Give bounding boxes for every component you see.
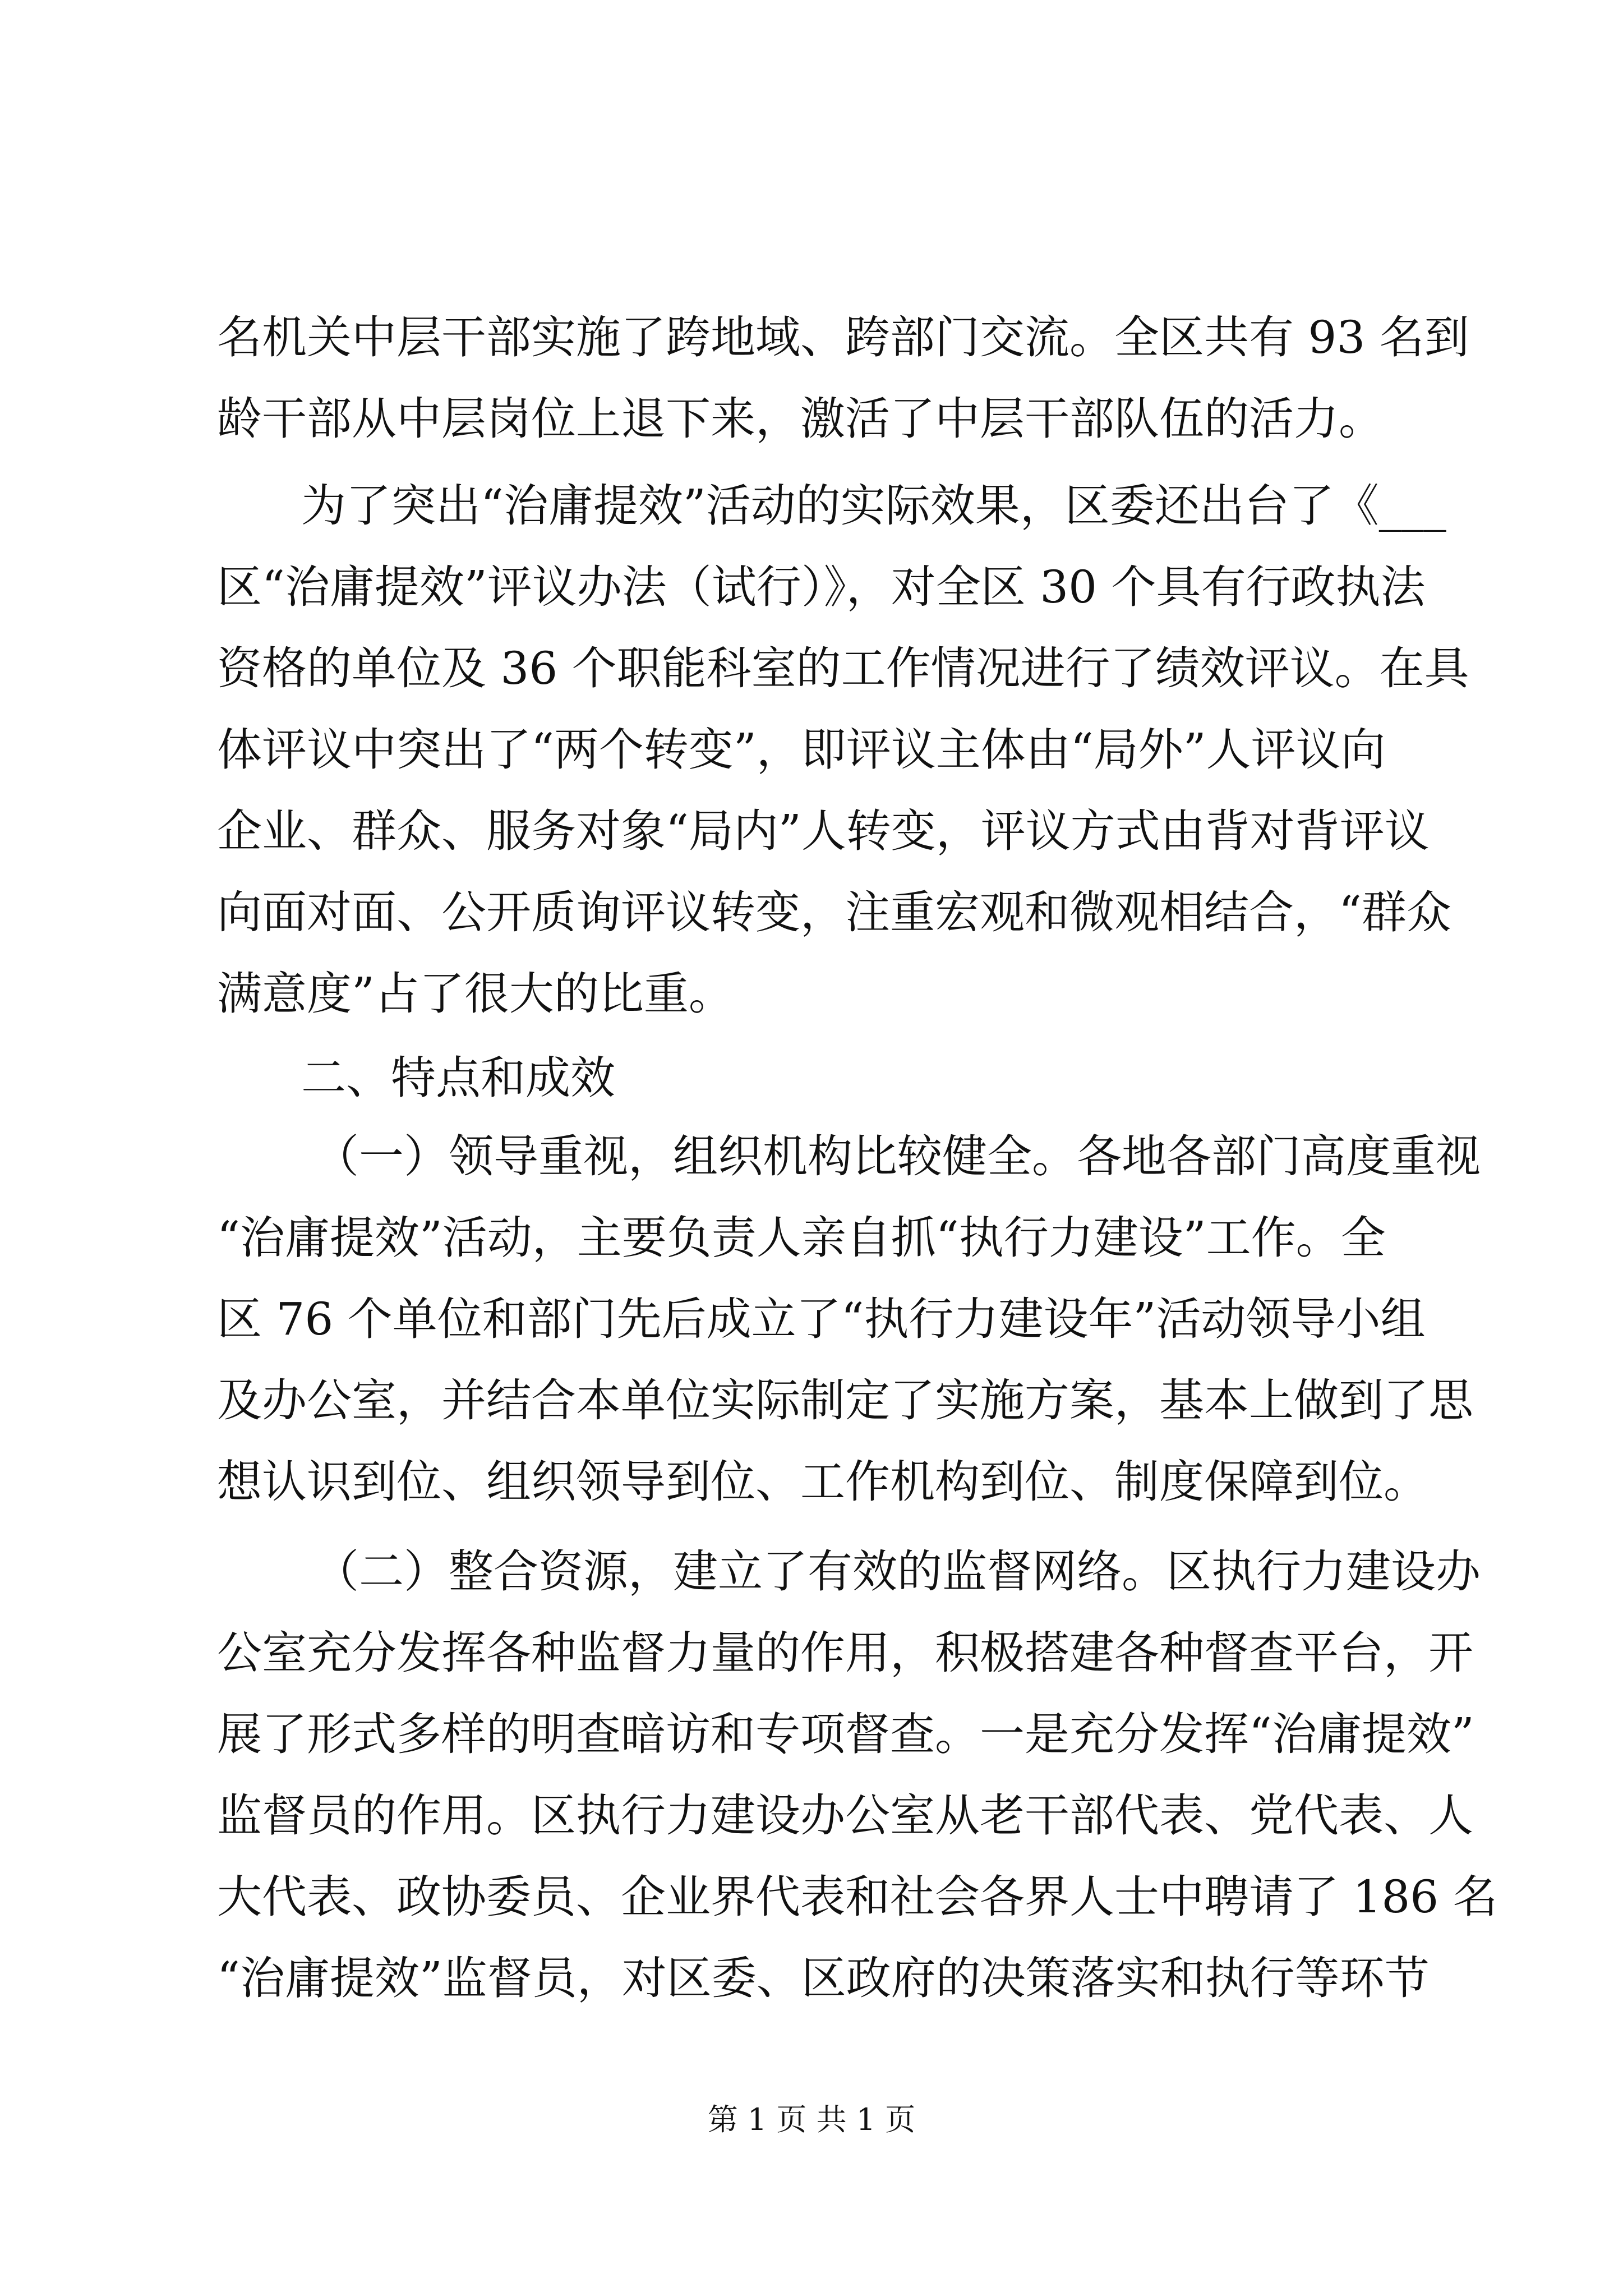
- body-line: 名机关中层干部实施了跨地域、跨部门交流。全区共有 93 名到: [217, 311, 1469, 364]
- body-line: 资格的单位及 36 个职能科室的工作情况进行了绩效评议。在具: [217, 642, 1469, 694]
- body-line: 大代表、政协委员、企业界代表和社会各界人士中聘请了 186 名: [217, 1871, 1498, 1923]
- paragraph-first-line: 为了突出“治庸提效”活动的实际效果，区委还出台了《___: [301, 480, 1446, 532]
- body-line: 满意度”占了很大的比重。: [217, 968, 734, 1020]
- section-heading: 二、特点和成效: [301, 1052, 615, 1104]
- body-line: 企业、群众、服务对象“局内”人转变，评议方式由背对背评议: [217, 805, 1430, 857]
- page-footer: 第 1 页 共 1 页: [707, 2102, 916, 2137]
- body-line: “治庸提效”监督员，对区委、区政府的决策落实和执行等环节: [217, 1952, 1430, 2004]
- paragraph-first-line: （一）领导重视，组织机构比较健全。各地各部门高度重视: [314, 1130, 1481, 1182]
- body-line: 区“治庸提效”评议办法（试行）》，对全区 30 个具有行政执法: [217, 561, 1426, 613]
- body-line: 体评议中突出了“两个转变”，即评议主体由“局外”人评议向: [217, 724, 1386, 776]
- body-line: 展了形式多样的明查暗访和专项督查。一是充分发挥“治庸提效”: [217, 1708, 1474, 1760]
- body-line: 龄干部从中层岗位上退下来，激活了中层干部队伍的活力。: [217, 393, 1384, 445]
- body-line: 公室充分发挥各种监督力量的作用，积极搭建各种督查平台，开: [217, 1627, 1473, 1679]
- paragraph-first-line: （二）整合资源，建立了有效的监督网络。区执行力建设办: [314, 1545, 1481, 1598]
- body-line: 监督员的作用。区执行力建设办公室从老干部代表、党代表、人: [217, 1789, 1473, 1842]
- body-line: 向面对面、公开质询评议转变，注重宏观和微观相结合，“群众: [217, 886, 1451, 938]
- body-line: 及办公室，并结合本单位实际制定了实施方案，基本上做到了思: [217, 1374, 1473, 1427]
- body-line: 区 76 个单位和部门先后成立了“执行力建设年”活动领导小组: [217, 1293, 1426, 1345]
- body-line: 想认识到位、组织领导到位、工作机构到位、制度保障到位。: [217, 1456, 1428, 1508]
- body-line: “治庸提效”活动，主要负责人亲自抓“执行力建设”工作。全: [217, 1212, 1386, 1264]
